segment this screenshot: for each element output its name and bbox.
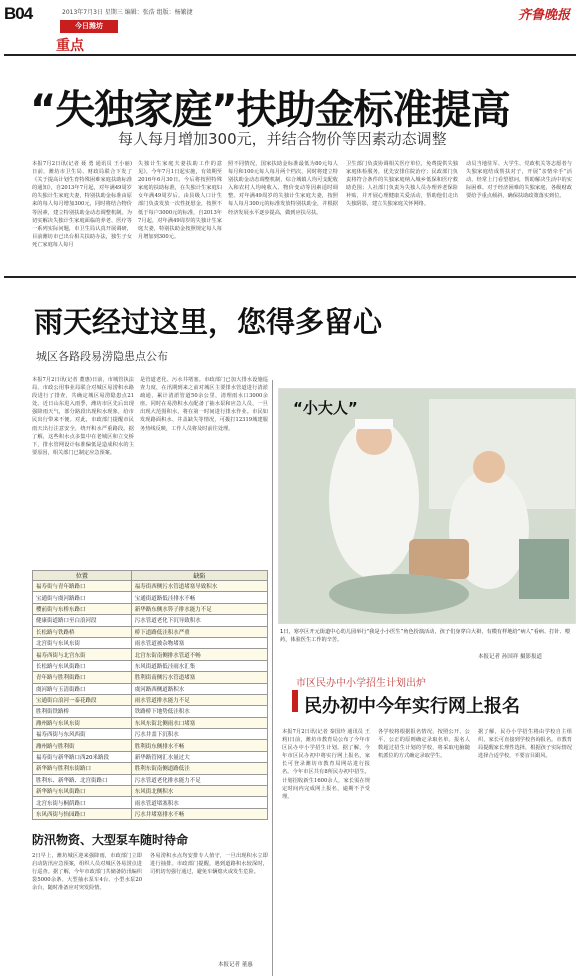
story3-column: 各学校将根据报名情况，按照公开、公平、公正的原则确定录取名单。报名人数超过招生计划的学校，将采取电脑随机派位的方式确定录取学生。 — [378, 729, 470, 760]
table-row — [33, 717, 268, 728]
location-cell: 北宫东街与桐荫路口 — [33, 797, 132, 808]
table-row — [33, 672, 268, 683]
section-divider — [4, 276, 576, 278]
pump-subheadline: 防汛物资、大型泵车随时待命 — [32, 833, 189, 847]
table-row — [33, 660, 268, 671]
table-row — [33, 626, 268, 637]
photo-title: “小大人” — [293, 399, 358, 417]
issue-meta: 2013年7月3日 星期三 编辑：张浩 组版：杨繁捷 — [62, 9, 193, 16]
story1-column: 动员当地驻军、大学生、党政机关等志愿者与失独家庭结成帮扶对子，开展“亲情牵手”活动，经常上门看望慰问，帮助解决生活中的实际困难。对于经济困难的失独家庭，各级财政要给予重点倾斜，确保扶助政策落实到位。 — [466, 161, 572, 200]
location-cell: 青年路与胜利街路口 — [33, 672, 132, 683]
location-cell: 宝通街白浪河一泰花路段 — [33, 694, 132, 705]
table-row — [33, 592, 268, 603]
defect-cell: 福寿街西侧污水管道堵塞导致积水 — [131, 581, 267, 592]
photo-frame — [278, 388, 576, 624]
story1-column: 本报7月2日讯(记者 聂 勇 通讯员 王小丽) 日前，潍坊市卫生局、财政局联合下发了《关于提高计划生育特殊困难家庭扶助标准的通知》，自2013年7月起，对年满49周岁的失独计生家庭夫妻，特别扶助金标准由原来的每人每月增加300元，同时将结合物价等因素，建立特别扶助金动态调整机制。为切实解决失独计生家庭面临的养老、医疗等一系列实际问题，市卫生局认真开展调研，目前潍坊市已出台相关扶助办法，独生子女死亡家庭每人每月 — [32, 161, 132, 248]
location-cell: 新华路与胜利东街路口 — [33, 763, 132, 774]
defect-cell: 雨水管道排水能力不足 — [131, 694, 267, 705]
location-cell: 新华路与东风街路口 — [33, 786, 132, 797]
defect-cell: 雨水管道被杂物堵塞 — [131, 637, 267, 648]
defect-cell: 污水管道老化下沉导致积水 — [131, 615, 267, 626]
location-cell: 樱前街与东桥东路口 — [33, 603, 132, 614]
defect-cell: 东风东街北侧雨水口堵塞 — [131, 717, 267, 728]
story1-column: 卫生部门负责协调相关医疗单位，免费提供失独家庭体检服务，优先安排住院治疗；民政部门负责将符合条件的失独家庭纳入城乡低保和医疗救助范围；人社部门负责为失独人员办理养老保险补贴，并开展心理健康关爱活动，帮助他们走出失独阴影，建立失独家庭关怀网络。 — [346, 161, 458, 208]
table-row — [33, 751, 268, 762]
story1-column: 失独计生家庭夫妻扶助工作的意见》，今年7月1日起实施，有效期至2016年6月30日。今后将按照特殊家庭的扶助标准，在失独计生家庭妇女年满49周岁后，由县级人口计生部门负责发放一次性抚慰金，按照不低于每户3000元的标准，自2013年7月起，对年满49周岁的失独计生家庭夫妻，特别扶助金按照规定每人每月增加到300元。 — [138, 161, 222, 240]
location-cell: 福寿西街与北宫东街 — [33, 649, 132, 660]
location-cell: 潍州路与东风东街 — [33, 717, 132, 728]
location-cell: 福寿街与新华路口西20米路段 — [33, 751, 132, 762]
defect-cell: 铁路桥下地势低洼积水 — [131, 706, 267, 717]
table-row — [33, 649, 268, 660]
story1-subheadline: 每人每月增加300元，并结合物价等因素动态调整 — [118, 130, 447, 148]
photo-caption: 1日，寒亭区开元街道中心幼儿园举行“我是小小医生”角色扮演活动，孩子们身穿白大褂，有模有样地给“病人”看病、打针、喂药，体验医生工作的辛苦。 — [280, 629, 570, 644]
children-photo — [279, 389, 575, 623]
table-row — [33, 797, 268, 808]
newspaper-logo: 齐鲁晚报 — [517, 8, 570, 23]
defect-cell: 宝通街道路低洼排水不畅 — [131, 592, 267, 603]
table-row — [33, 637, 268, 648]
table-row — [33, 729, 268, 740]
header-rule — [4, 54, 576, 56]
location-cell: 长松路与铁路桥 — [33, 626, 132, 637]
table-row — [33, 581, 268, 592]
flood-points-table — [32, 570, 268, 820]
defect-cell: 污水井堵塞排水不畅 — [131, 808, 267, 819]
story2-subheadline: 城区各路段易涝隐患点公布 — [36, 350, 168, 363]
table-row — [33, 694, 268, 705]
table-row — [33, 706, 268, 717]
defect-cell: 胜利街南侧污水管道堵塞 — [131, 672, 267, 683]
column-divider — [272, 380, 273, 976]
location-cell: 长松路与东风街路口 — [33, 660, 132, 671]
defect-cell: 新华路东侧水箅子排水能力不足 — [131, 603, 267, 614]
section-tag: 今日潍坊 — [60, 20, 118, 33]
photo-credit: 本报记者 孙国祥 摄影报道 — [478, 654, 542, 660]
table-row — [33, 683, 268, 694]
story3-column: 据了解，民办小学招生将由学校自主组织，家长可直接到学校咨询报名。市教育局提醒家长理性选择，根据孩子实际情况选择合适学校，不要盲目跟风。 — [478, 729, 572, 760]
table-header: 缺陷 — [131, 571, 267, 581]
defect-cell: 东风街北侧积水 — [131, 786, 267, 797]
defect-cell: 北宫东街南侧排水管道不畅 — [131, 649, 267, 660]
location-cell: 东风西街与怡园路口 — [33, 808, 132, 819]
defect-cell: 东风街道路低洼雨水汇集 — [131, 660, 267, 671]
location-cell: 健康街道路口至白浪河段 — [33, 615, 132, 626]
table-row — [33, 763, 268, 774]
story3-column: 本报7月2日讯(记者 秦国玲 通讯员 王莉)日前，潍坊市教育局公布了今年市区民办中小学招生计划。据了解，今年市区民办初中将实行网上报名，家长可登录潍坊市教育局网站进行报名。今年市区共有8所民办初中招生，计划招收新生1600余人，家长需在规定时间内完成网上报名，逾期不予受理。 — [282, 729, 370, 800]
defect-cell: 新华路管网汇水量过大 — [131, 751, 267, 762]
story1-headline: “失独家庭”扶助金标准提高 — [30, 87, 510, 133]
page-number: B04 — [4, 4, 33, 23]
location-cell: 胜利东、新华路、北宫街路口 — [33, 774, 132, 785]
defect-cell: 胜利街东侧排水不畅 — [131, 740, 267, 751]
photo-illustration — [279, 389, 575, 623]
table-row — [33, 615, 268, 626]
defect-cell: 污水井盖下沉积水 — [131, 729, 267, 740]
story3-headline: 民办初中今年实行网上报名 — [304, 696, 520, 717]
defect-cell: 胜利东街南侧道路低洼 — [131, 763, 267, 774]
accent-bar — [292, 690, 298, 712]
table-row — [33, 808, 268, 819]
pump-column: 各易涝积水点均安排专人值守，一旦出现积水立即进行抽排。市政部门提醒，遇到道路积水较深时，司机切勿强行通过，避免车辆熄火或发生危险。 — [150, 853, 268, 876]
location-cell: 潍州路与胜利街 — [33, 740, 132, 751]
defect-cell: 桥下道路低洼积水严重 — [131, 626, 267, 637]
table-row — [33, 603, 268, 614]
location-cell: 胜利街铁路桥 — [33, 706, 132, 717]
location-cell: 福寿街与青年路路口 — [33, 581, 132, 592]
location-cell: 虞河路与玉清街路口 — [33, 683, 132, 694]
defect-cell: 污水管道老化排水能力不足 — [131, 774, 267, 785]
story1-column: 照不同情况，国家扶助金标准最低为80元每人每月和100元每人每月两个档次，同时将建立特别扶助金动态调整机制，综合城镇人均可支配收入和农村人均纯收入、物价变动等因素适时调整。对年满49周岁的失独计生家庭夫妻，按照每人每月300元的标准发放特别扶助金，并根据经济发展水平逐步提高，做到应扶尽扶。 — [228, 161, 338, 216]
location-cell: 北宫街与东风东街 — [33, 637, 132, 648]
table-row — [33, 774, 268, 785]
story2-column: 是管道老化、污水井堵塞。市政部门已加大排水设施巡查力度，在汛期到来之前对城区主要排水管道进行清淤疏通，累计清淤管道50余公里，清理雨水口3000余座。同时在易涝积水点配备了抽水泵和应急人员，一旦出现大范围积水，将在第一时间进行排水作业。市民如发现路面积水、井盖缺失等情况，可拨打12319城建服务热线反映，工作人员将及时前往处理。 — [140, 377, 268, 432]
story2-column: 本报7月2日讯(记者 董惠)日前，市城管执法局、市政公用事业局联合对城区易涝积水路段进行了排查，共确定城区易涝隐患点21处。近日山东进入雨季，潍坊市区先后出现强降雨天气，部分路段出现积水现象，给市民出行带来不便。对此，市政部门提醒市民雨天出行注意安全，绕开积水严重路段。据了解，这些积水点多集中在老城区和立交桥下，排水管网设计标准偏低是造成积水的主要原因，相关部门已制定应急预案。 — [32, 377, 134, 456]
table-row — [33, 786, 268, 797]
pump-byline: 本报记者 董惠 — [218, 962, 253, 968]
defect-cell: 雨水管道堵塞积水 — [131, 797, 267, 808]
pump-column: 2日早上，潍坊城区迎来强降雨，市政部门立即启动防汛应急预案，组织人员对城区各易涝点进行巡查。据了解，今年市政部门共储备防汛编织袋5000余条、大型抽水泵车4台、小型水泵20余台，随时准备应对突发险情。 — [32, 853, 142, 892]
location-cell: 宝通街与虞河路路口 — [33, 592, 132, 603]
table-row — [33, 740, 268, 751]
location-cell: 福寿西街与东风西街 — [33, 729, 132, 740]
table-header: 位置 — [33, 571, 132, 581]
section-title: 重点 — [56, 38, 84, 54]
story3-kicker: 市区民办中小学招生计划出炉 — [296, 678, 426, 689]
story2-headline: 雨天经过这里，您得多留心 — [34, 305, 383, 339]
defect-cell: 虞河路西侧道路积水 — [131, 683, 267, 694]
